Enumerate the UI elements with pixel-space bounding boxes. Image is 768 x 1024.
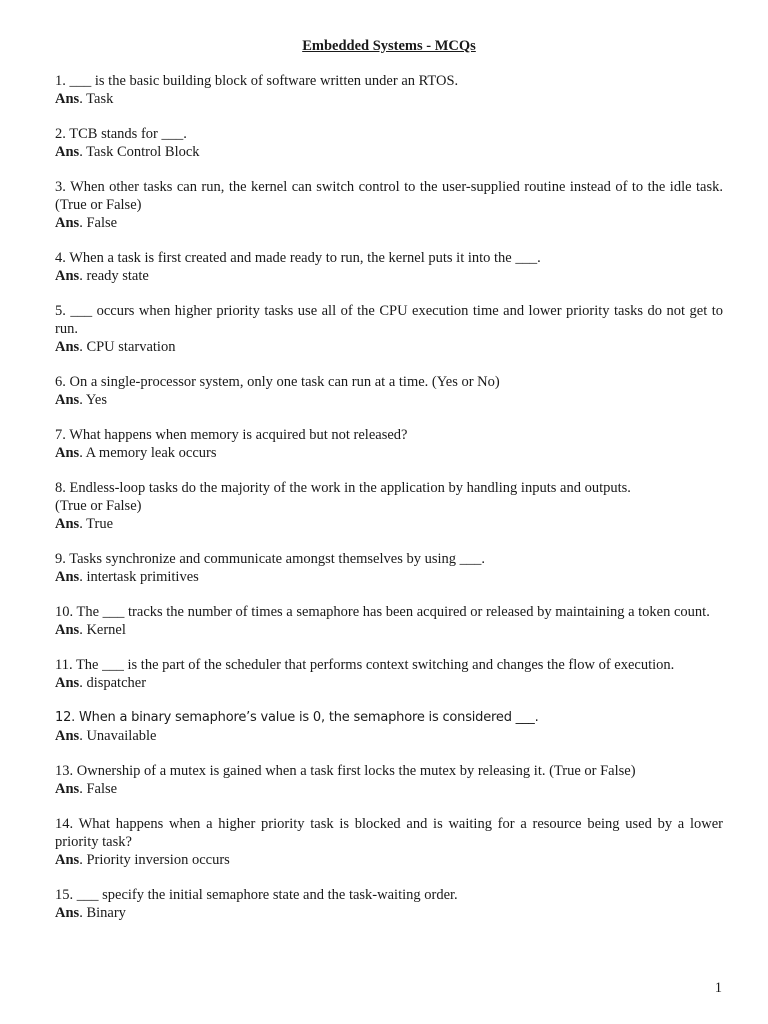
answer-text: . Task Control Block (79, 144, 200, 160)
question-text: 7. What happens when memory is acquired but not released? (55, 427, 408, 443)
answer-line (55, 621, 723, 639)
question-item (55, 426, 723, 462)
question-item (55, 709, 723, 745)
answer-line (55, 267, 723, 285)
question-text: 9. Tasks synchronize and communicate amongst themselves by using ___. (55, 551, 486, 567)
answer-text: . dispatcher (79, 675, 147, 691)
answer-label: Ans (55, 675, 80, 691)
question-item (55, 373, 723, 409)
answer-line (55, 674, 723, 692)
question-item (55, 72, 723, 108)
answer-label: Ans (55, 144, 80, 160)
question-item (55, 550, 723, 586)
answer-text: . Yes (79, 392, 107, 408)
answer-text: . A memory leak occurs (79, 445, 217, 461)
question-item (55, 603, 723, 639)
answer-label: Ans (55, 91, 80, 107)
answer-line (55, 444, 723, 462)
question-item (55, 249, 723, 285)
question-text: 1. ___ is the basic building block of software written under an RTOS. (55, 73, 459, 89)
question-text: 8. Endless-loop tasks do the majority of the work in the application by handling inputs and outputs. (55, 480, 631, 496)
answer-text: . Binary (79, 905, 126, 921)
answer-line (55, 214, 723, 232)
question-item (55, 762, 723, 798)
question-text: 14. What happens when a higher priority task is blocked and is waiting for a resource being used by a lower priority task? (55, 816, 723, 850)
question-list (55, 72, 723, 939)
answer-line (55, 851, 723, 869)
answer-text: . Kernel (79, 622, 126, 638)
answer-line (55, 904, 723, 922)
answer-label: Ans (55, 516, 80, 532)
question-item (55, 125, 723, 161)
question-text: 12. When a binary semaphore’s value is 0, the semaphore is considered ___. (55, 710, 539, 725)
question-text: 2. TCB stands for ___. (55, 126, 187, 142)
question-text: 11. The ___ is the part of the scheduler that performs context switching and changes the flow of execution. (55, 657, 675, 673)
answer-label: Ans (55, 905, 80, 921)
answer-label: Ans (55, 781, 80, 797)
answer-label: Ans (55, 339, 80, 355)
answer-text: . False (79, 215, 118, 231)
answer-text: . Priority inversion occurs (79, 852, 230, 868)
answer-label: Ans (55, 728, 80, 744)
answer-line (55, 780, 723, 798)
question-text: 4. When a task is first created and made ready to run, the kernel puts it into the ___. (55, 250, 541, 266)
question-text: 13. Ownership of a mutex is gained when a task first locks the mutex by releasing it. (True or False) (55, 763, 636, 779)
question-text: 5. ___ occurs when higher priority tasks use all of the CPU execution time and lower priority tasks do not get to run. (55, 303, 723, 337)
answer-label: Ans (55, 392, 80, 408)
answer-text: . False (79, 781, 118, 797)
answer-text: . Task (79, 91, 114, 107)
answer-line (55, 391, 723, 409)
question-text: 15. ___ specify the initial semaphore state and the task-waiting order. (55, 887, 458, 903)
answer-text: . True (79, 516, 114, 532)
answer-label: Ans (55, 569, 80, 585)
question-text-continuation: (True or False) (55, 498, 142, 514)
answer-text: . ready state (79, 268, 149, 284)
document-title: Embedded Systems - MCQs (302, 38, 476, 54)
question-item (55, 815, 723, 869)
question-text: 3. When other tasks can run, the kernel can switch control to the user-supplied routine instead of to the idle task. (True or False) (55, 179, 723, 213)
answer-line (55, 143, 723, 161)
answer-text: . Unavailable (79, 728, 157, 744)
answer-line (55, 727, 723, 745)
answer-label: Ans (55, 622, 80, 638)
page-number: 1 (714, 980, 722, 996)
question-item (55, 656, 723, 692)
question-text: 6. On a single-processor system, only one task can run at a time. (Yes or No) (55, 374, 500, 390)
answer-line (55, 515, 723, 533)
question-text: 10. The ___ tracks the number of times a semaphore has been acquired or released by maintaining a token count. (55, 604, 710, 620)
answer-text: . CPU starvation (79, 339, 176, 355)
answer-line (55, 338, 723, 356)
answer-line (55, 90, 723, 108)
question-item (55, 886, 723, 922)
answer-text: . intertask primitives (79, 569, 199, 585)
answer-label: Ans (55, 852, 80, 868)
question-item (55, 178, 723, 232)
answer-line (55, 568, 723, 586)
question-item (55, 302, 723, 356)
answer-label: Ans (55, 268, 80, 284)
answer-label: Ans (55, 445, 80, 461)
question-item (55, 479, 723, 533)
answer-label: Ans (55, 215, 80, 231)
